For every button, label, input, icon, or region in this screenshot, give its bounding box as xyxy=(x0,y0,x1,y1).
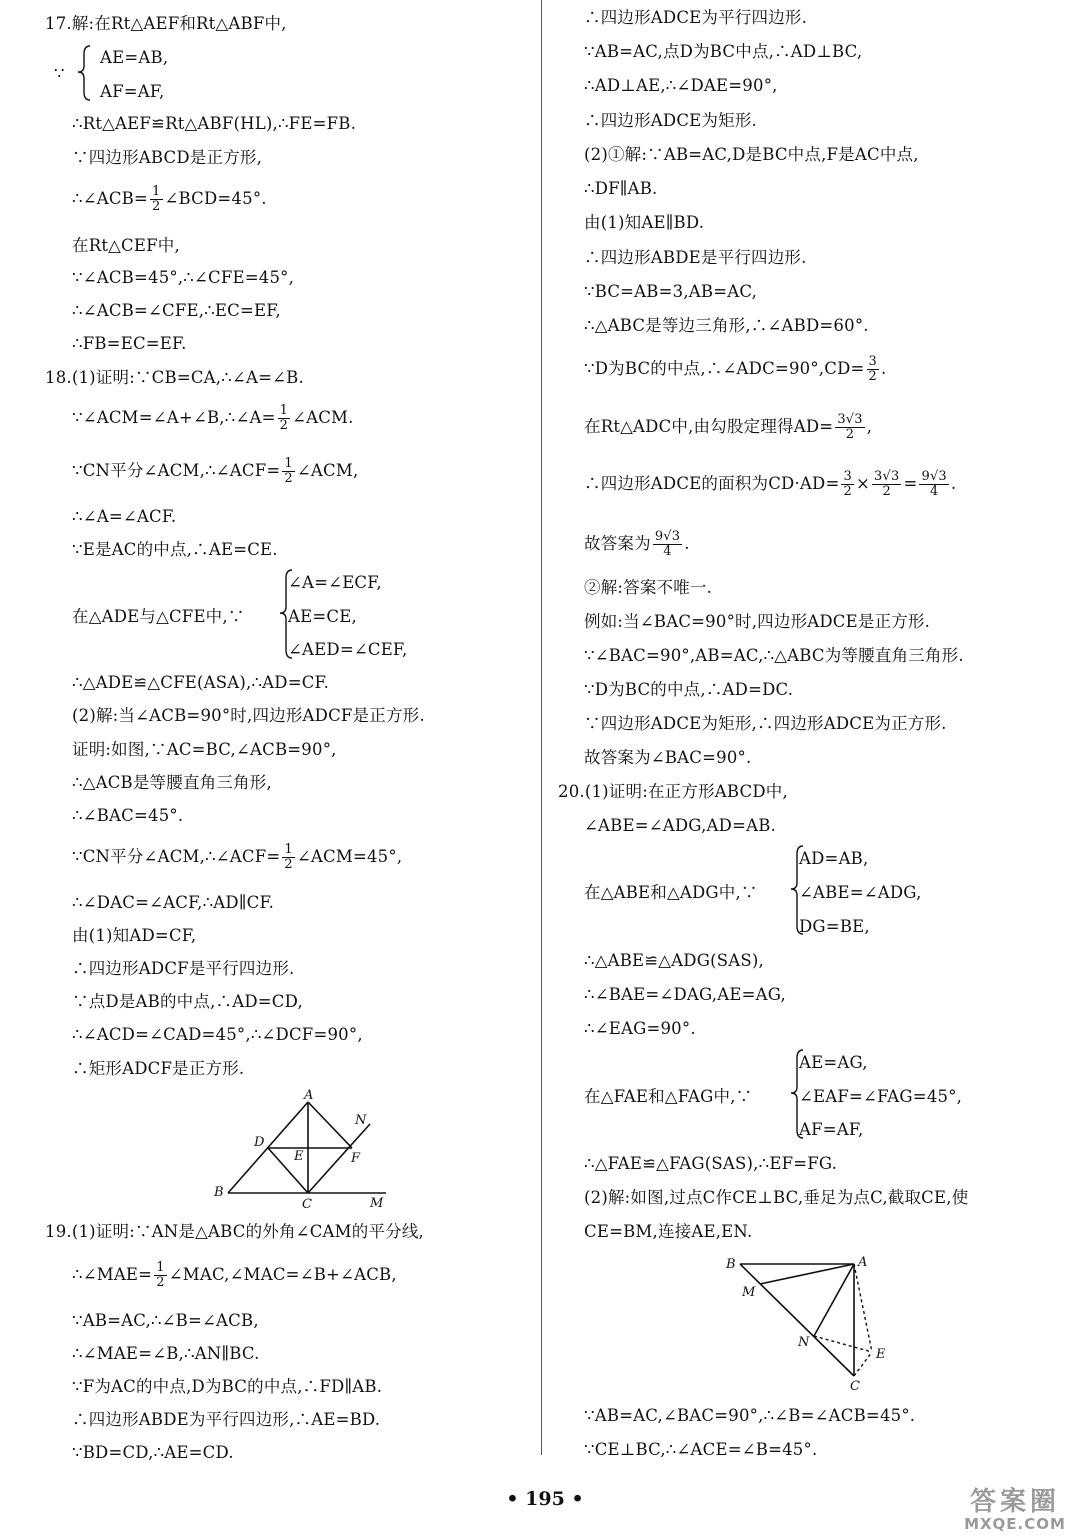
text-line: 在△ADE与△CFE中,∵ xyxy=(72,607,245,626)
formula-text: ∵CN平分∠ACM,∴∠ACF= xyxy=(72,461,281,480)
fig2-label-a: A xyxy=(858,1255,868,1270)
text-line: AF=AF, xyxy=(799,1120,864,1139)
text-line: ∴∠ACB=∠CFE,∴EC=EF, xyxy=(72,301,281,320)
text-line: ∵AB=AC,点D为BC中点,∴AD⊥BC, xyxy=(584,42,863,61)
fraction xyxy=(653,530,682,559)
text-line: AE=CE, xyxy=(288,607,357,626)
text-line: ②解:答案不唯一. xyxy=(584,578,713,597)
because-symbol: ∵ xyxy=(54,64,65,83)
text-line: 由(1)知AE∥BD. xyxy=(584,213,705,232)
text-line: ∵AB=AC,∠BAC=90°,∴∠B=∠ACB=45°. xyxy=(584,1406,916,1425)
fraction xyxy=(150,185,162,214)
fraction-numerator: 1 xyxy=(284,456,293,471)
text-line: ∴△ADE≌△CFE(ASA),∴AD=CF. xyxy=(72,673,330,692)
text-line: AE=AB, xyxy=(100,48,169,67)
formula-text: ∵∠ACM=∠A+∠B,∴∠A= xyxy=(72,408,276,427)
formula-text: 在Rt△ADC中,由勾股定理得AD= xyxy=(584,417,834,436)
text-line: ∴四边形ADCF是平行四边形. xyxy=(72,959,295,978)
formula-text: ∠ACM=45°, xyxy=(296,847,403,866)
formula-line xyxy=(584,412,872,442)
fig1-label-e: E xyxy=(294,1149,304,1164)
text-line: ∵四边形ABCD是正方形, xyxy=(72,148,263,167)
fraction xyxy=(154,1261,166,1290)
text-line: ∠ABE=∠ADG,AD=AB. xyxy=(584,816,776,835)
formula-text: 故答案为 xyxy=(584,534,651,553)
text-line: ∵CE⊥BC,∴∠ACE=∠B=45°. xyxy=(584,1440,818,1459)
fig1-label-d: D xyxy=(254,1135,265,1150)
fraction xyxy=(919,470,948,499)
formula-text: ∵CN平分∠ACM,∴∠ACF= xyxy=(72,847,281,866)
text-line: ∵D为BC的中点,∴AD=DC. xyxy=(584,680,794,699)
text-line: ∵四边形ADCE为矩形,∴四边形ADCE为正方形. xyxy=(584,714,947,733)
watermark-url: MXQE.COM xyxy=(964,1515,1066,1533)
formula-line xyxy=(72,842,402,872)
formula-line xyxy=(584,529,690,559)
column-divider xyxy=(541,0,542,1455)
curly-brace xyxy=(783,1048,807,1146)
text-line: AE=AG, xyxy=(799,1053,868,1072)
fraction xyxy=(282,457,294,486)
fig2-label-b: B xyxy=(726,1257,736,1272)
text-line: ∠ABE=∠ADG, xyxy=(799,883,922,902)
formula-text: ∴∠MAE= xyxy=(72,1265,153,1284)
fraction-numerator: 1 xyxy=(284,842,293,857)
fig1-label-a: A xyxy=(304,1088,314,1103)
figure-square-adcf xyxy=(210,1088,400,1210)
text-line: ∴∠BAE=∠DAG,AE=AG, xyxy=(584,985,786,1004)
figure-triangle-abc xyxy=(722,1252,902,1392)
text-line: ∴∠EAG=90°. xyxy=(584,1019,696,1038)
text-line: ∵BD=CD,∴AE=CD. xyxy=(72,1443,234,1462)
fig2-label-m: M xyxy=(742,1285,756,1300)
fig1-label-f: F xyxy=(351,1151,361,1166)
text-line: ∴∠MAE=∠B,∴AN∥BC. xyxy=(72,1344,260,1363)
fig1-label-c: C xyxy=(302,1197,312,1210)
fraction xyxy=(872,470,901,499)
curly-brace xyxy=(272,568,296,666)
text-line: ∴△ACB是等腰直角三角形, xyxy=(72,773,272,792)
text-line: (2)解:当∠ACB=90°时,四边形ADCF是正方形. xyxy=(72,706,425,725)
fraction-denominator: 4 xyxy=(929,484,939,499)
watermark-logo-text: 答案圈 xyxy=(969,1487,1060,1517)
text-line: ∴∠A=∠ACF. xyxy=(72,507,177,526)
page-number: • 195 • xyxy=(506,1488,584,1510)
formula-text: ∴∠ACB= xyxy=(72,189,149,208)
fraction-numerator: 1 xyxy=(279,403,289,418)
formula-text: ∠MAC,∠MAC=∠B+∠ACB, xyxy=(168,1265,397,1284)
fraction xyxy=(841,470,853,499)
text-line: 在△FAE和△FAG中,∵ xyxy=(584,1087,753,1106)
formula-line xyxy=(72,403,354,433)
formula-text: , xyxy=(866,417,873,436)
text-line: 在Rt△CEF中, xyxy=(72,236,180,255)
formula-line xyxy=(584,469,956,499)
formula-text: . xyxy=(950,474,957,493)
text-line: 由(1)知AD=CF, xyxy=(72,926,197,945)
text-line: 20.(1)证明:在正方形ABCD中, xyxy=(558,782,788,801)
text-line: ∴AD⊥AE,∴∠DAE=90°, xyxy=(584,76,778,95)
fraction-numerator: 1 xyxy=(152,184,161,199)
formula-text: = xyxy=(903,474,918,493)
fig2-label-n: N xyxy=(798,1335,810,1350)
fraction-denominator: 2 xyxy=(843,484,852,499)
text-line: ∵E是AC的中点,∴AE=CE. xyxy=(72,540,278,559)
fraction-denominator: 4 xyxy=(663,544,672,559)
text-line: ∵F为AC的中点,D为BC的中点,∴FD∥AB. xyxy=(72,1377,383,1396)
text-line: ∴∠BAC=45°. xyxy=(72,806,184,825)
fig1-label-b: B xyxy=(214,1185,224,1200)
fraction-denominator: 2 xyxy=(279,418,289,433)
fraction-denominator: 2 xyxy=(868,369,878,384)
curly-brace-shape xyxy=(272,568,296,662)
text-line: (2)①解:∵AB=AC,D是BC中点,F是AC中点, xyxy=(584,145,919,164)
text-line: ∴△ABC是等边三角形,∴∠ABD=60°. xyxy=(584,316,869,335)
fraction-denominator: 2 xyxy=(845,427,855,442)
formula-line xyxy=(72,456,358,486)
text-line: ∵∠BAC=90°,AB=AC,∴△ABC为等腰直角三角形. xyxy=(584,646,964,665)
text-line: ∴∠DAC=∠ACF,∴AD∥CF. xyxy=(72,893,275,912)
formula-line xyxy=(72,1260,397,1290)
curly-brace xyxy=(783,844,807,942)
fraction-numerator: 3√3 xyxy=(874,469,900,484)
formula-text: . xyxy=(881,359,887,378)
formula-text: . xyxy=(684,534,690,553)
fraction xyxy=(282,843,294,872)
fraction-numerator: 3√3 xyxy=(837,412,863,427)
text-line: ∴Rt△AEF≌Rt△ABF(HL),∴FE=FB. xyxy=(72,114,357,133)
formula-text: ∠ACM. xyxy=(292,408,354,427)
text-line: 证明:如图,∵AC=BC,∠ACB=90°, xyxy=(72,740,337,759)
text-line: ∴△ABE≌△ADG(SAS), xyxy=(584,951,764,970)
curly-brace-shape xyxy=(783,1048,807,1142)
text-line: 在△ABE和△ADG中,∵ xyxy=(584,883,758,902)
fraction-denominator: 2 xyxy=(156,1275,165,1290)
formula-line xyxy=(72,184,267,214)
text-line: ∴四边形ADCE为矩形. xyxy=(584,111,757,130)
formula-text: ∴四边形ADCE的面积为CD·AD= xyxy=(584,474,840,493)
text-line: ∵BC=AB=3,AB=AC, xyxy=(584,282,758,301)
text-line: ∴DF∥AB. xyxy=(584,179,658,198)
fraction xyxy=(278,404,290,433)
text-line: CE=BM,连接AE,EN. xyxy=(584,1222,753,1241)
fraction-denominator: 2 xyxy=(882,484,891,499)
curly-brace xyxy=(70,44,94,108)
text-line: DG=BE, xyxy=(799,917,870,936)
text-line: ∴四边形ADCE为平行四边形. xyxy=(584,8,808,27)
text-line: ∵AB=AC,∴∠B=∠ACB, xyxy=(72,1311,259,1330)
formula-line xyxy=(584,354,886,384)
text-line: ∴∠ACD=∠CAD=45°,∴∠DCF=90°, xyxy=(72,1025,363,1044)
text-line: 19.(1)证明:∵AN是△ABC的外角∠CAM的平分线, xyxy=(45,1222,424,1241)
formula-text: ∠BCD=45°. xyxy=(164,189,267,208)
fraction-numerator: 1 xyxy=(156,1260,165,1275)
fig2-label-e: E xyxy=(876,1347,886,1362)
text-line: 17.解:在Rt△AEF和Rt△ABF中, xyxy=(45,14,287,33)
text-line: ∴四边形ABDE为平行四边形,∴AE=BD. xyxy=(72,1410,381,1429)
text-line: (2)解:如图,过点C作CE⊥BC,垂足为点C,截取CE,使 xyxy=(584,1188,969,1207)
formula-text: ∠ACM, xyxy=(296,461,359,480)
formula-text: ∵D为BC的中点,∴∠ADC=90°,CD= xyxy=(584,359,865,378)
watermark xyxy=(950,1488,1080,1534)
fig2-label-c: C xyxy=(850,1379,860,1392)
text-line: AF=AF, xyxy=(100,82,165,101)
text-line: ∴四边形ABDE是平行四边形. xyxy=(584,248,807,267)
text-line: 18.(1)证明:∵CB=CA,∴∠A=∠B. xyxy=(45,368,304,387)
text-line: ∵点D是AB的中点,∴AD=CD, xyxy=(72,992,303,1011)
text-line: ∠EAF=∠FAG=45°, xyxy=(799,1087,963,1106)
text-line: 故答案为∠BAC=90°. xyxy=(584,748,752,767)
fig1-label-m: M xyxy=(370,1196,384,1210)
text-line: ∠A=∠ECF, xyxy=(288,573,382,592)
fraction xyxy=(835,413,864,442)
fraction-denominator: 2 xyxy=(152,199,161,214)
text-line: ∠AED=∠CEF, xyxy=(288,640,408,659)
fraction-numerator: 9√3 xyxy=(654,529,681,544)
fraction-denominator: 2 xyxy=(284,857,293,872)
text-line: ∴FB=EC=EF. xyxy=(72,334,187,353)
text-line: AD=AB, xyxy=(799,849,869,868)
fraction-numerator: 9√3 xyxy=(921,469,947,484)
fraction-numerator: 3 xyxy=(843,469,852,484)
fraction-denominator: 2 xyxy=(284,471,293,486)
text-line: ∴矩形ADCF是正方形. xyxy=(72,1059,245,1078)
formula-text: × xyxy=(855,474,870,493)
curly-brace-shape xyxy=(783,844,807,938)
text-line: ∴△FAE≌△FAG(SAS),∴EF=FG. xyxy=(584,1154,838,1173)
text-line: ∵∠ACB=45°,∴∠CFE=45°, xyxy=(72,268,295,287)
fig1-label-n: N xyxy=(355,1113,367,1128)
curly-brace-shape xyxy=(70,44,94,104)
text-line: 例如:当∠BAC=90°时,四边形ADCE是正方形. xyxy=(584,612,931,631)
fraction-numerator: 3 xyxy=(868,354,878,369)
fraction xyxy=(867,355,879,384)
